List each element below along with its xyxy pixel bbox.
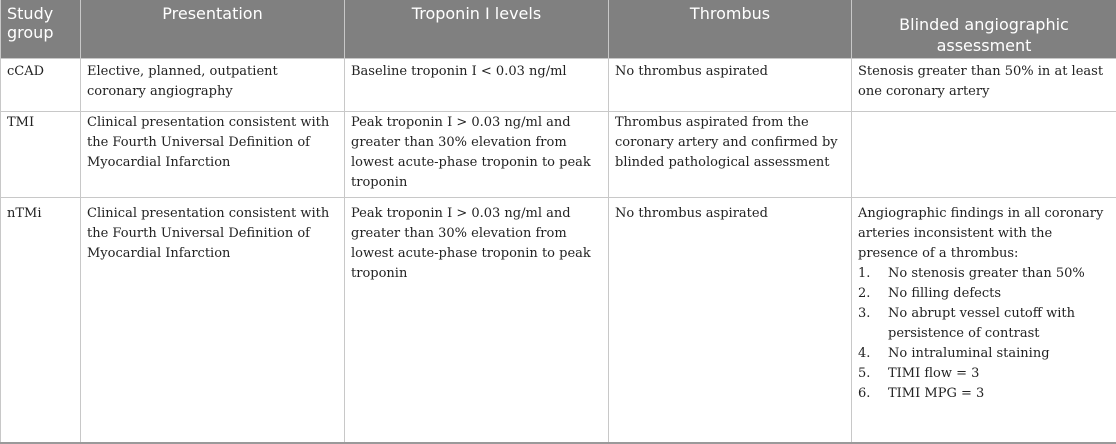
criteria-number: 4. bbox=[858, 344, 888, 364]
header-angiographic-assessment: Blinded angiographic assessment bbox=[852, 0, 1116, 59]
cell-group: TMI bbox=[1, 112, 81, 198]
table-row bbox=[1, 112, 1116, 198]
list-item bbox=[858, 304, 1110, 344]
assessment-intro: Angiographic findings in all coronary arteries inconsistent with the presence of a thrombus: bbox=[858, 204, 1110, 264]
cell-thrombus: No thrombus aspirated bbox=[609, 59, 852, 112]
list-item bbox=[858, 344, 1110, 364]
criteria-number: 3. bbox=[858, 304, 888, 344]
criteria-number: 1. bbox=[858, 264, 888, 284]
criteria-text: TIMI MPG = 3 bbox=[888, 384, 984, 404]
cell-presentation: Elective, planned, outpatient coronary angiography bbox=[81, 59, 345, 112]
cell-thrombus: No thrombus aspirated bbox=[609, 198, 852, 444]
criteria-number: 2. bbox=[858, 284, 888, 304]
cell-troponin: Peak troponin I > 0.03 ng/ml and greater than 30% elevation from lowest acute-phase troponin to peak troponin bbox=[345, 112, 609, 198]
criteria-text: No abrupt vessel cutoff with persistence of contrast bbox=[888, 304, 1110, 344]
header-presentation: Presentation bbox=[81, 0, 345, 59]
cell-assessment bbox=[852, 198, 1116, 444]
cell-troponin: Baseline troponin I < 0.03 ng/ml bbox=[345, 59, 609, 112]
criteria-list bbox=[858, 264, 1110, 404]
list-item bbox=[858, 364, 1110, 384]
header-thrombus: Thrombus bbox=[609, 0, 852, 59]
table-row bbox=[1, 198, 1116, 444]
cell-thrombus: Thrombus aspirated from the coronary artery and confirmed by blinded pathological assessment bbox=[609, 112, 852, 198]
criteria-text: No filling defects bbox=[888, 284, 1001, 304]
list-item bbox=[858, 384, 1110, 404]
list-item bbox=[858, 284, 1110, 304]
list-item bbox=[858, 264, 1110, 284]
header-troponin: Troponin I levels bbox=[345, 0, 609, 59]
criteria-number: 6. bbox=[858, 384, 888, 404]
header-study-group: Study group bbox=[1, 0, 81, 59]
cell-assessment: Stenosis greater than 50% in at least one coronary artery bbox=[852, 59, 1116, 112]
cell-presentation: Clinical presentation consistent with the Fourth Universal Definition of Myocardial Infarction bbox=[81, 112, 345, 198]
criteria-number: 5. bbox=[858, 364, 888, 384]
header-row bbox=[1, 0, 1116, 59]
criteria-text: No intraluminal staining bbox=[888, 344, 1050, 364]
cell-group: cCAD bbox=[1, 59, 81, 112]
cell-assessment bbox=[852, 112, 1116, 198]
cell-presentation: Clinical presentation consistent with the Fourth Universal Definition of Myocardial Infarction bbox=[81, 198, 345, 444]
criteria-text: TIMI flow = 3 bbox=[888, 364, 979, 384]
table-row bbox=[1, 59, 1116, 112]
cell-troponin: Peak troponin I > 0.03 ng/ml and greater than 30% elevation from lowest acute-phase troponin to peak troponin bbox=[345, 198, 609, 444]
criteria-text: No stenosis greater than 50% bbox=[888, 264, 1085, 284]
cell-group: nTMi bbox=[1, 198, 81, 444]
